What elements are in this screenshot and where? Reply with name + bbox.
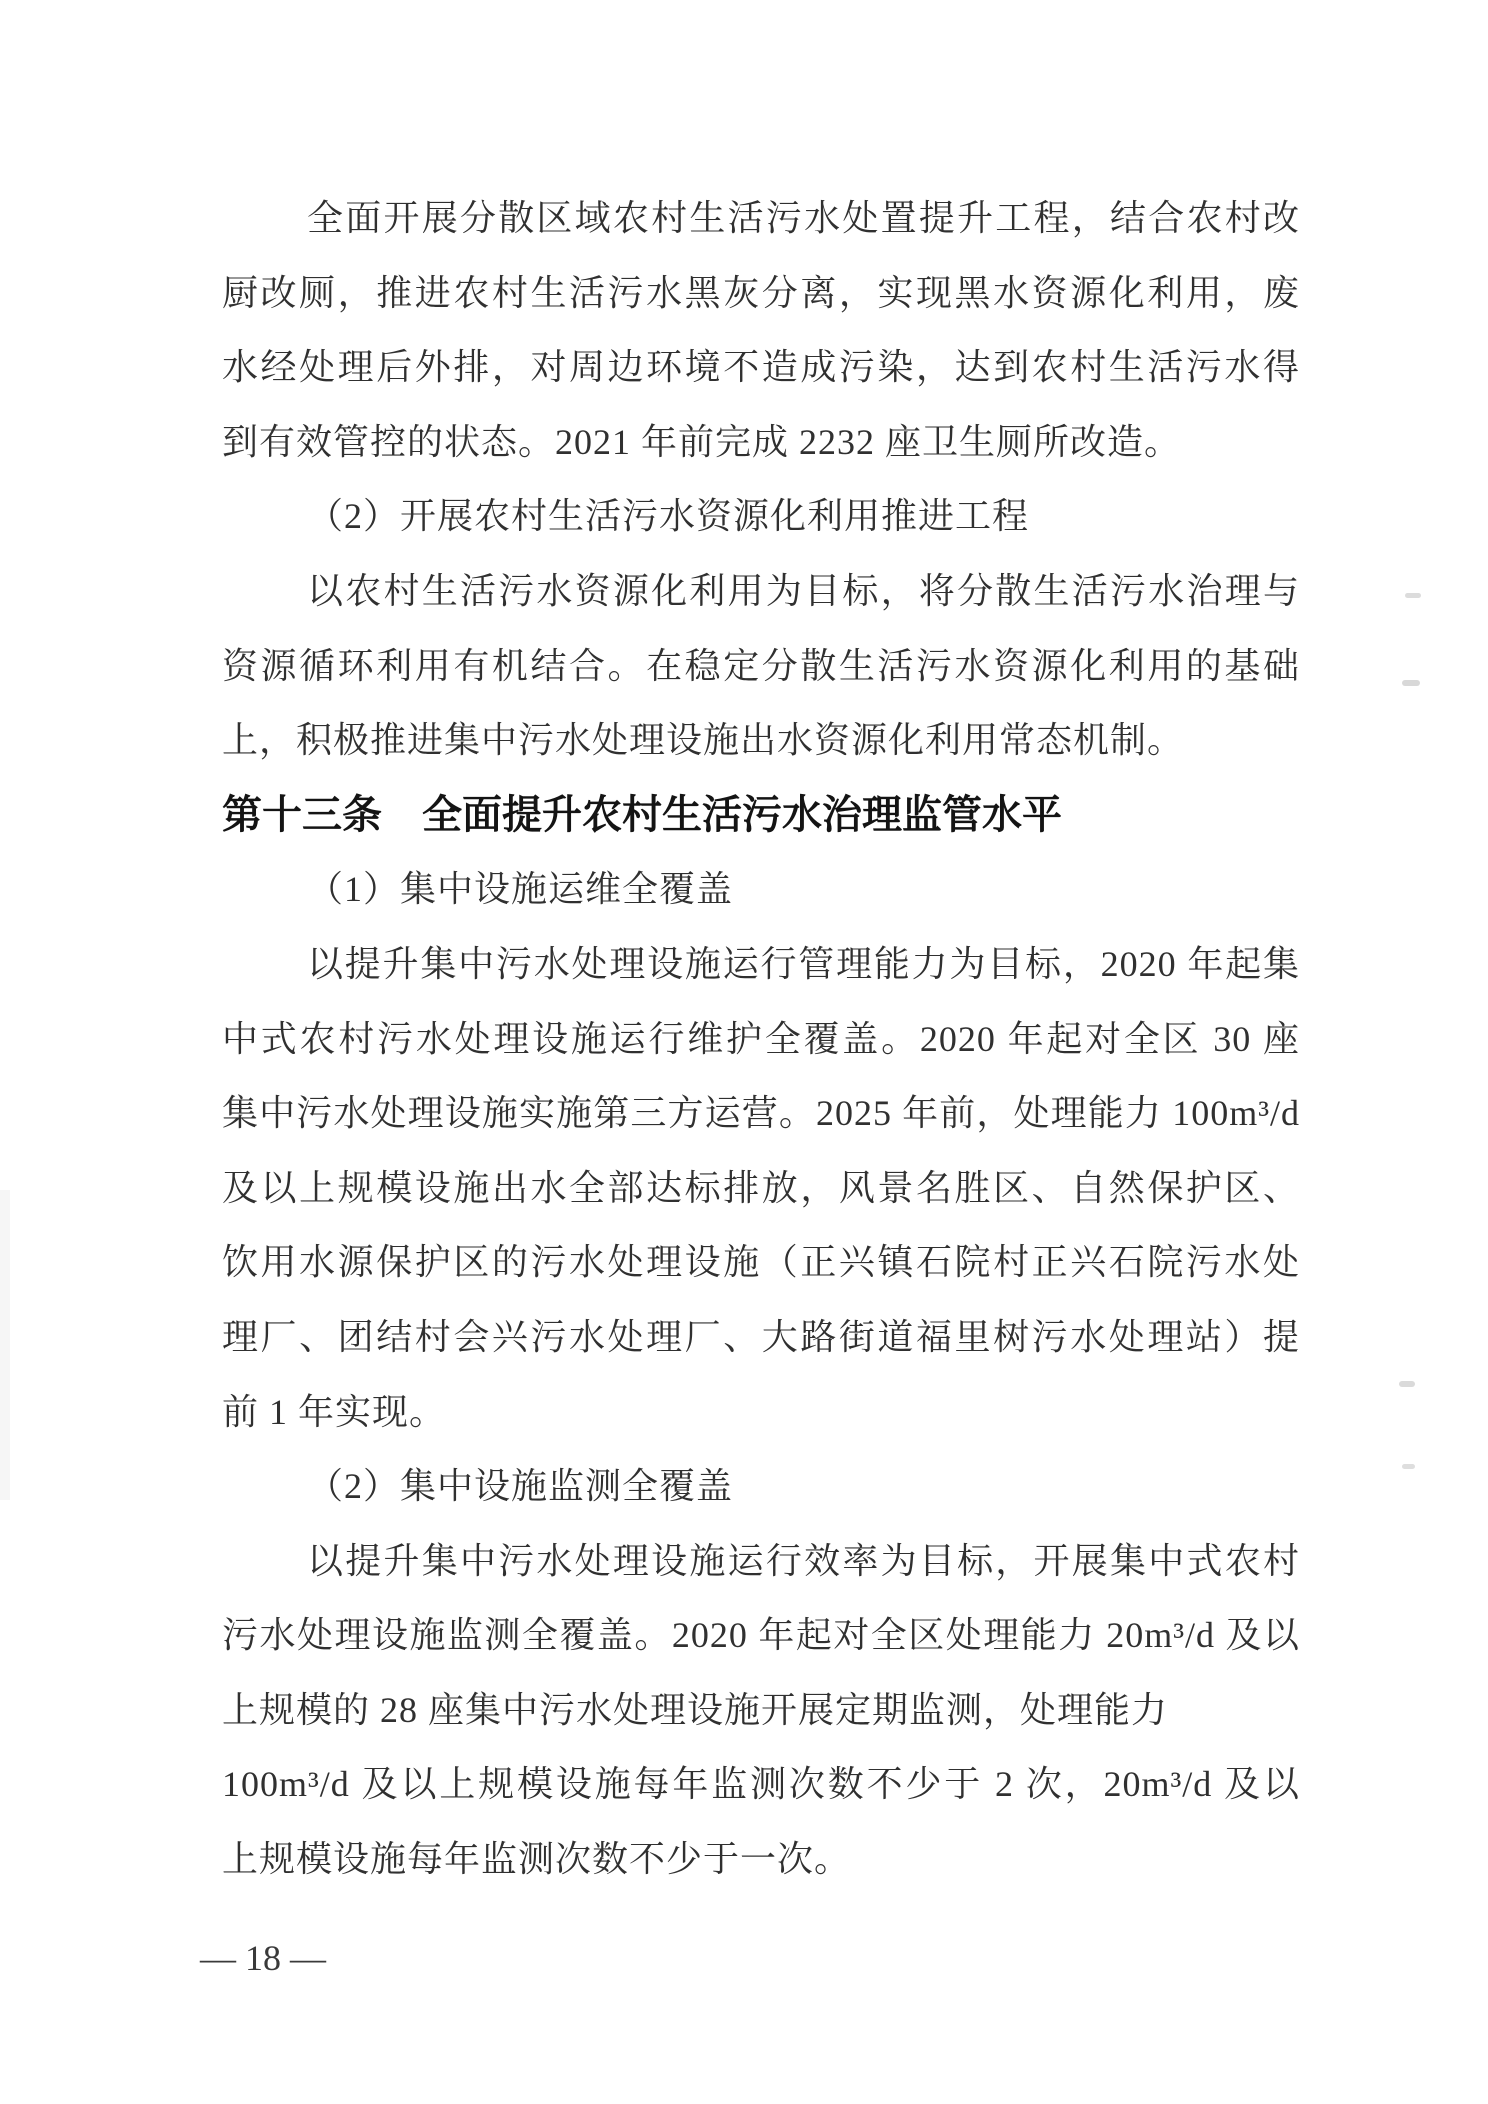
scan-artifact bbox=[1399, 1381, 1415, 1387]
body-line: 全面开展分散区域农村生活污水处置提升工程，结合农村改 bbox=[307, 198, 1300, 238]
body-line: 以农村生活污水资源化利用为目标，将分散生活污水治理与 bbox=[307, 570, 1300, 611]
body-line: 集中污水处理设施实施第三方运营。2025 年前，处理能力 100m³/d bbox=[222, 1093, 1300, 1134]
page-number: — 18 — bbox=[200, 1938, 326, 1978]
body-line: 资源循环利用有机结合。在稳定分散生活污水资源化利用的基础 bbox=[222, 645, 1300, 686]
body-line: 厨改厕，推进农村生活污水黑灰分离，实现黑水资源化利用，废 bbox=[222, 272, 1300, 313]
scan-artifact bbox=[1402, 1464, 1415, 1469]
body-line: 污水处理设施监测全覆盖。2020 年起对全区处理能力 20m³/d 及以 bbox=[222, 1615, 1300, 1656]
article-13-heading: 第十三条 全面提升农村生活污水治理监管水平 bbox=[222, 792, 1062, 837]
scan-artifact bbox=[1402, 680, 1420, 686]
scan-artifact bbox=[0, 1190, 10, 1500]
body-line: 上，积极推进集中污水处理设施出水资源化利用常态机制。 bbox=[222, 720, 1185, 761]
body-line: 中式农村污水处理设施运行维护全覆盖。2020 年起对全区 30 座 bbox=[222, 1018, 1300, 1059]
body-line: 到有效管控的状态。2021 年前完成 2232 座卫生厕所改造。 bbox=[222, 421, 1182, 462]
list-item-2-heading: （2）集中设施监测全覆盖 bbox=[307, 1466, 734, 1507]
body-line: 及以上规模设施出水全部达标排放，风景名胜区、自然保护区、 bbox=[222, 1167, 1300, 1208]
body-line: 以提升集中污水处理设施运行管理能力为目标，2020 年起集 bbox=[307, 943, 1300, 984]
body-line: 100m³/d 及以上规模设施每年监测次数不少于 2 次，20m³/d 及以 bbox=[222, 1764, 1300, 1805]
body-line: 水经处理后外排，对周边环境不造成污染，达到农村生活污水得 bbox=[222, 347, 1300, 388]
body-line: 前 1 年实现。 bbox=[222, 1391, 447, 1432]
body-line: 上规模的 28 座集中污水处理设施开展定期监测，处理能力 bbox=[222, 1689, 1169, 1730]
list-item-2-heading: （2）开展农村生活污水资源化利用推进工程 bbox=[307, 496, 1030, 537]
document-body bbox=[222, 181, 1300, 1897]
body-line: 上规模设施每年监测次数不少于一次。 bbox=[222, 1839, 852, 1880]
body-line: 理厂、团结村会兴污水处理厂、大路街道福里树污水处理站）提 bbox=[222, 1316, 1300, 1357]
body-line: 以提升集中污水处理设施运行效率为目标，开展集中式农村 bbox=[307, 1540, 1300, 1581]
body-line: 饮用水源保护区的污水处理设施（正兴镇石院村正兴石院污水处 bbox=[222, 1242, 1300, 1283]
list-item-1-heading: （1）集中设施运维全覆盖 bbox=[307, 869, 734, 910]
scan-artifact bbox=[1405, 593, 1421, 598]
